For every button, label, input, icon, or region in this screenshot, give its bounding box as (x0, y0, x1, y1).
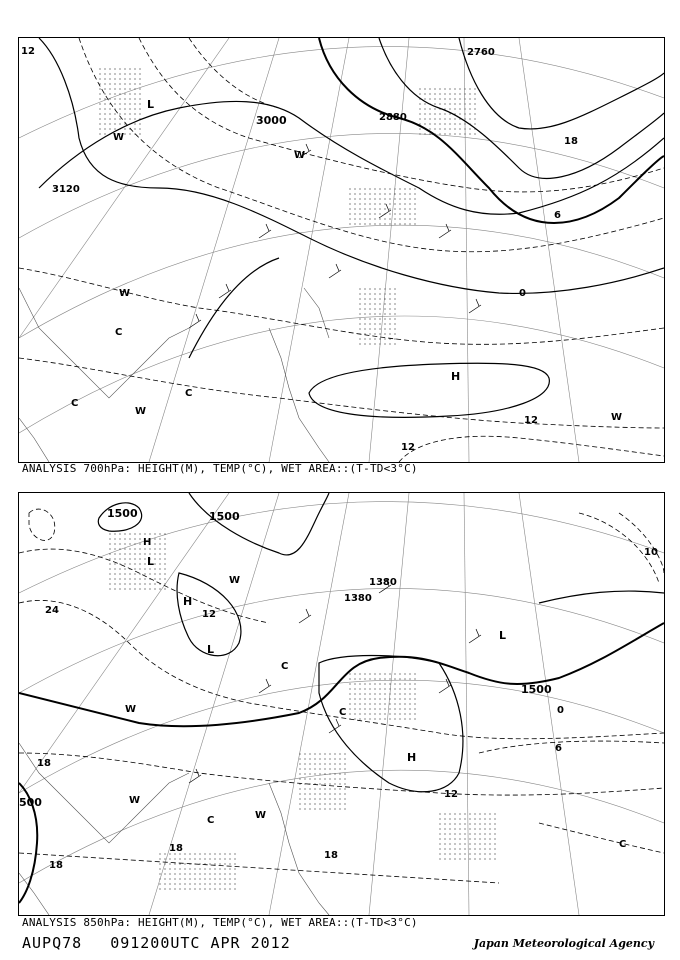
low-center-marker: L (147, 555, 155, 568)
contour-label: 6 (555, 743, 562, 754)
contour-label: 3000 (256, 114, 287, 127)
contour-label: 12 (202, 609, 216, 620)
high-center-marker: H (183, 595, 193, 608)
contour-label: 1500 (107, 507, 138, 520)
cold-center-marker: C (619, 839, 627, 850)
contour-label: 1500 (209, 510, 240, 523)
low-center-marker: L (147, 98, 155, 111)
warm-center-marker: W (125, 704, 137, 715)
warm-center-marker: W (294, 150, 306, 161)
bulletin-code: AUPQ78 (22, 934, 83, 952)
contour-label: 1380 (369, 577, 397, 588)
contour-label: 24 (45, 605, 59, 616)
high-center-marker: H (143, 537, 152, 548)
contour-label: 2880 (379, 112, 407, 123)
high-center-marker: H (407, 751, 417, 764)
low-center-marker: L (499, 629, 507, 642)
contour-label: 3120 (52, 184, 80, 195)
warm-center-marker: W (135, 406, 147, 417)
wind-barbs (189, 144, 481, 328)
warm-center-marker: W (119, 288, 131, 299)
valid-time: 091200UTC APR 2012 (110, 934, 291, 952)
cold-center-marker: C (185, 388, 193, 399)
warm-center-marker: W (129, 795, 141, 806)
center-markers (71, 98, 622, 423)
cold-center-marker: C (115, 327, 123, 338)
warm-center-marker: W (229, 575, 241, 586)
contour-label: 1500 (521, 683, 552, 696)
contour-label: 12 (401, 442, 415, 453)
map-850hpa-caption: ANALYSIS 850hPa: HEIGHT(M), TEMP(°C), WET AREA::(T-TD<3°C) (22, 916, 418, 929)
contour-label: 2760 (467, 47, 495, 58)
wet-area (99, 68, 479, 348)
high-center-marker: H (451, 370, 461, 383)
cold-center-marker: C (281, 661, 289, 672)
map-700hpa-canvas (19, 38, 664, 462)
contour-label: 1380 (344, 593, 372, 604)
cold-center-marker: C (71, 398, 79, 409)
contour-label: 0 (557, 705, 564, 716)
map-700hpa (18, 37, 665, 463)
map-850hpa (18, 492, 665, 916)
contour-label: 12 (21, 46, 35, 57)
warm-center-marker: W (255, 810, 267, 821)
contour-label: 18 (169, 843, 183, 854)
cold-center-marker: C (339, 707, 347, 718)
warm-center-marker: W (611, 412, 623, 423)
agency-name: Japan Meteorological Agency (473, 937, 654, 950)
low-center-marker: L (207, 643, 215, 656)
contour-label: 18 (49, 860, 63, 871)
contour-label: 18 (37, 758, 51, 769)
chart-footer (22, 934, 319, 952)
contour-label: 18 (564, 136, 578, 147)
contour-label: 6 (554, 210, 561, 221)
contour-label: 18 (324, 850, 338, 861)
contour-label: 500 (19, 796, 42, 809)
contour-label: 10 (644, 547, 658, 558)
map-700hpa-caption: ANALYSIS 700hPa: HEIGHT(M), TEMP(°C), WET AREA::(T-TD<3°C) (22, 462, 418, 475)
cold-center-marker: C (207, 815, 215, 826)
coastline (19, 288, 329, 462)
contour-label: 12 (444, 789, 458, 800)
map-850hpa-canvas (19, 493, 664, 915)
contour-label: 0 (519, 288, 526, 299)
contour-label: 12 (524, 415, 538, 426)
warm-center-marker: W (113, 132, 125, 143)
